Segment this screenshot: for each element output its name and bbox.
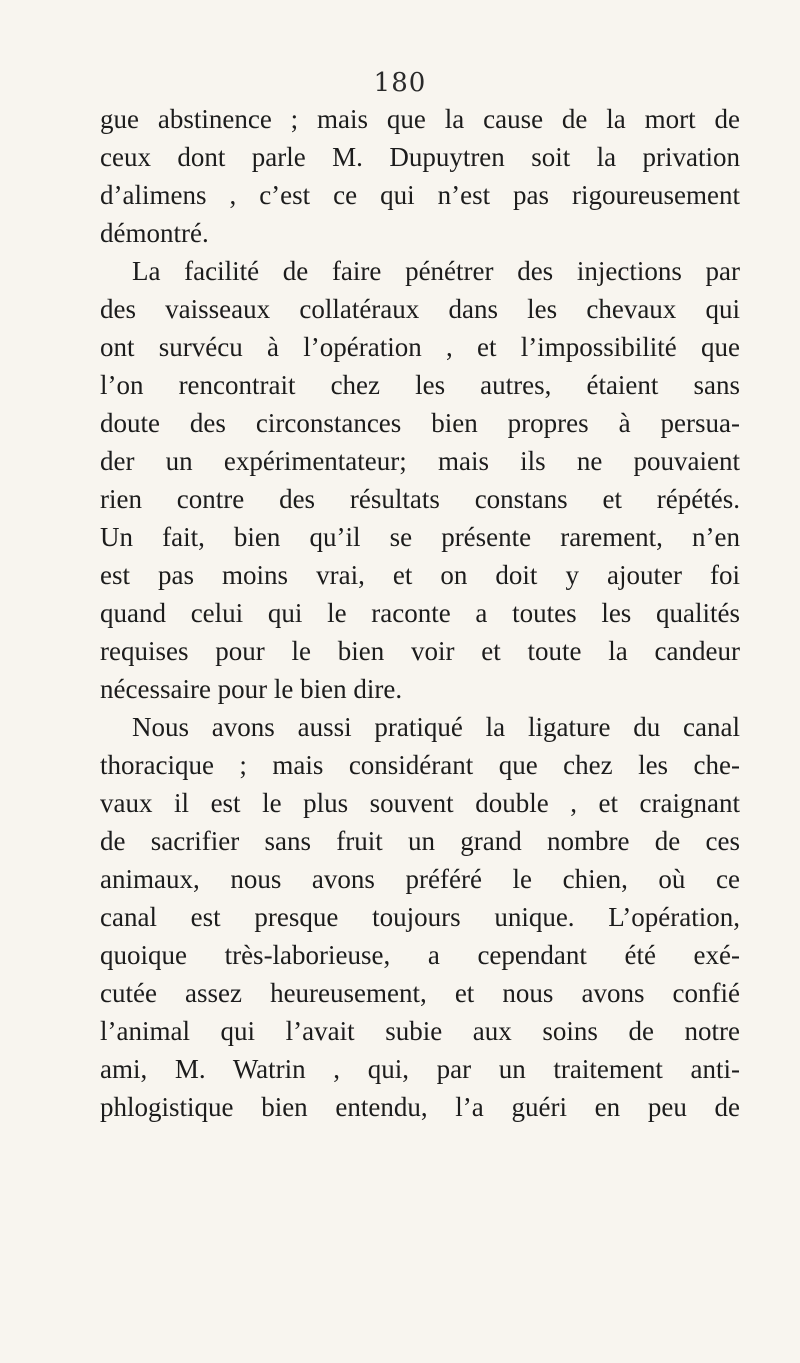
text-line: gue abstinence ; mais que la cause de la mort de bbox=[100, 104, 740, 134]
text-line: ami, M. Watrin , qui, par un traitement anti- bbox=[100, 1054, 740, 1084]
text-line: requises pour le bien voir et toute la candeur bbox=[100, 636, 740, 666]
text-line: ceux dont parle M. Dupuytren soit la privation bbox=[100, 142, 740, 172]
text-line: Un fait, bien qu’il se présente rarement, n’en bbox=[100, 522, 740, 552]
text-line: cutée assez heureusement, et nous avons confié bbox=[100, 978, 740, 1008]
text-line: vaux il est le plus souvent double , et craignant bbox=[100, 788, 740, 818]
text-line: thoracique ; mais considérant que chez les che- bbox=[100, 750, 740, 780]
page-number: 180 bbox=[373, 68, 427, 98]
text-line: l’on rencontrait chez les autres, étaient sans bbox=[100, 370, 740, 400]
text-line: phlogistique bien entendu, l’a guéri en peu de bbox=[100, 1092, 740, 1122]
text-line: est pas moins vrai, et on doit y ajouter foi bbox=[100, 560, 740, 590]
body-text bbox=[100, 100, 740, 1126]
text-line: der un expérimentateur; mais ils ne pouvaient bbox=[100, 446, 740, 476]
text-line: rien contre des résultats constans et répétés. bbox=[100, 484, 740, 514]
text-line: Nous avons aussi pratiqué la ligature du canal bbox=[132, 712, 740, 742]
text-line: La facilité de faire pénétrer des injections par bbox=[132, 256, 740, 286]
text-line: nécessaire pour le bien dire. bbox=[100, 674, 403, 704]
text-line: quand celui qui le raconte a toutes les qualités bbox=[100, 598, 740, 628]
text-line: doute des circonstances bien propres à persua- bbox=[100, 408, 740, 438]
text-line: des vaisseaux collatéraux dans les chevaux qui bbox=[100, 294, 740, 324]
text-line: d’alimens , c’est ce qui n’est pas rigoureusement bbox=[100, 180, 740, 210]
text-line: quoique très-laborieuse, a cependant été exé- bbox=[100, 940, 740, 970]
text-line: l’animal qui l’avait subie aux soins de notre bbox=[100, 1016, 740, 1046]
text-line: de sacrifier sans fruit un grand nombre de ces bbox=[100, 826, 740, 856]
text-line: canal est presque toujours unique. L’opération, bbox=[100, 902, 740, 932]
text-line: démontré. bbox=[100, 218, 209, 248]
text-line: ont survécu à l’opération , et l’impossibilité que bbox=[100, 332, 740, 362]
text-line: animaux, nous avons préféré le chien, où ce bbox=[100, 864, 740, 894]
